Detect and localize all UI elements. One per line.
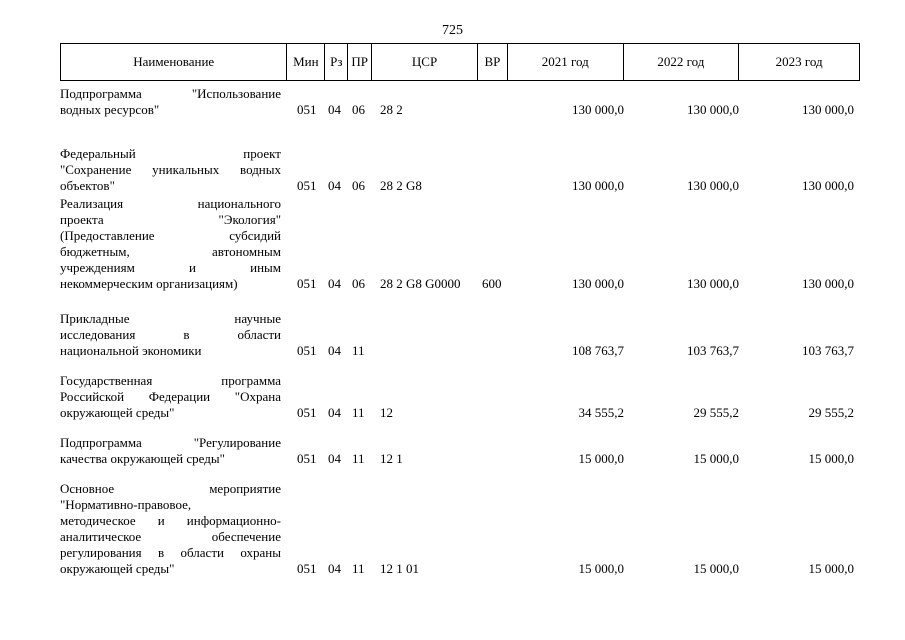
cell-csr: 12 [380, 405, 393, 420]
row-name-line: учреждениям и иным [60, 260, 281, 275]
row-name-line: проекта "Экология" [60, 212, 281, 227]
header-min: Мин [287, 44, 325, 80]
page-number: 725 [442, 23, 463, 38]
cell-csr: 12 1 [380, 451, 403, 466]
header-name: Наименование [61, 44, 287, 80]
cell-2021: 15 000,0 [578, 451, 624, 466]
cell-2021: 108 763,7 [572, 343, 624, 358]
cell-pr: 11 [352, 451, 365, 466]
table-header [60, 43, 860, 81]
cell-rz: 04 [328, 405, 341, 420]
header-rz: Рз [325, 44, 348, 80]
row-name [60, 481, 281, 577]
cell-2023: 103 763,7 [802, 343, 854, 358]
cell-rz: 04 [328, 561, 341, 576]
cell-rz: 04 [328, 451, 341, 466]
cell-pr: 06 [352, 178, 365, 193]
row-name-line: Подпрограмма "Использование [60, 86, 281, 101]
cell-pr: 11 [352, 561, 365, 576]
row-name-line: методическое и информационно- [60, 513, 281, 528]
cell-min: 051 [297, 102, 317, 117]
cell-2022: 15 000,0 [693, 561, 739, 576]
cell-2021: 130 000,0 [572, 102, 624, 117]
cell-2021: 130 000,0 [572, 276, 624, 291]
row-name-line: водных ресурсов" [60, 102, 160, 117]
row-name-line: регулирования в области охраны [60, 545, 281, 560]
cell-csr: 28 2 G8 G0000 [380, 276, 461, 291]
row-name [60, 435, 281, 467]
cell-rz: 04 [328, 178, 341, 193]
cell-2023: 15 000,0 [808, 451, 854, 466]
cell-2023: 130 000,0 [802, 178, 854, 193]
row-name-line: качества окружающей среды" [60, 451, 225, 466]
cell-2023: 15 000,0 [808, 561, 854, 576]
cell-pr: 06 [352, 102, 365, 117]
cell-csr: 12 1 01 [380, 561, 419, 576]
header-vr: ВР [478, 44, 508, 80]
row-name-line: (Предоставление субсидий [60, 228, 281, 243]
cell-min: 051 [297, 276, 317, 291]
row-name [60, 86, 281, 118]
header-2022: 2022 год [624, 44, 740, 80]
cell-2023: 130 000,0 [802, 102, 854, 117]
cell-2022: 103 763,7 [687, 343, 739, 358]
header-csr: ЦСР [372, 44, 478, 80]
row-name-line: Федеральный проект [60, 146, 281, 161]
cell-csr: 28 2 [380, 102, 403, 117]
row-name-line: бюджетным, автономным [60, 244, 281, 259]
row-name [60, 311, 281, 359]
row-name-line: исследования в области [60, 327, 281, 342]
row-name-line: Государственная программа [60, 373, 281, 388]
row-name-line: национальной экономики [60, 343, 202, 358]
cell-2022: 130 000,0 [687, 102, 739, 117]
cell-vr: 600 [482, 276, 502, 291]
cell-min: 051 [297, 178, 317, 193]
header-pr: ПР [348, 44, 372, 80]
row-name-line: аналитическое обеспечение [60, 529, 281, 544]
cell-min: 051 [297, 451, 317, 466]
row-name-line: Реализация национального [60, 196, 281, 211]
cell-2022: 130 000,0 [687, 276, 739, 291]
cell-2022: 15 000,0 [693, 451, 739, 466]
row-name-line: "Нормативно-правовое, [60, 497, 192, 512]
cell-min: 051 [297, 405, 317, 420]
row-name-line: окружающей среды" [60, 405, 175, 420]
row-name-line: объектов" [60, 178, 115, 193]
cell-2021: 15 000,0 [578, 561, 624, 576]
row-name [60, 146, 281, 194]
row-name-line: Основное мероприятие [60, 481, 281, 496]
cell-2022: 29 555,2 [693, 405, 739, 420]
cell-min: 051 [297, 561, 317, 576]
row-name [60, 196, 281, 292]
cell-min: 051 [297, 343, 317, 358]
row-name-line: некоммерческим организациям) [60, 276, 238, 291]
cell-2022: 130 000,0 [687, 178, 739, 193]
row-name-line: окружающей среды" [60, 561, 175, 576]
header-2021: 2021 год [508, 44, 624, 80]
cell-rz: 04 [328, 102, 341, 117]
row-name-line: Подпрограмма "Регулирование [60, 435, 281, 450]
cell-2023: 29 555,2 [808, 405, 854, 420]
header-2023: 2023 год [775, 54, 823, 69]
cell-rz: 04 [328, 276, 341, 291]
cell-2021: 130 000,0 [572, 178, 624, 193]
row-name-line: Прикладные научные [60, 311, 281, 326]
row-name [60, 373, 281, 421]
cell-csr: 28 2 G8 [380, 178, 422, 193]
cell-pr: 11 [352, 405, 365, 420]
cell-rz: 04 [328, 343, 341, 358]
cell-2021: 34 555,2 [578, 405, 624, 420]
row-name-line: Российской Федерации "Охрана [60, 389, 281, 404]
row-name-line: "Сохранение уникальных водных [60, 162, 281, 177]
cell-pr: 11 [352, 343, 365, 358]
cell-2023: 130 000,0 [802, 276, 854, 291]
cell-pr: 06 [352, 276, 365, 291]
